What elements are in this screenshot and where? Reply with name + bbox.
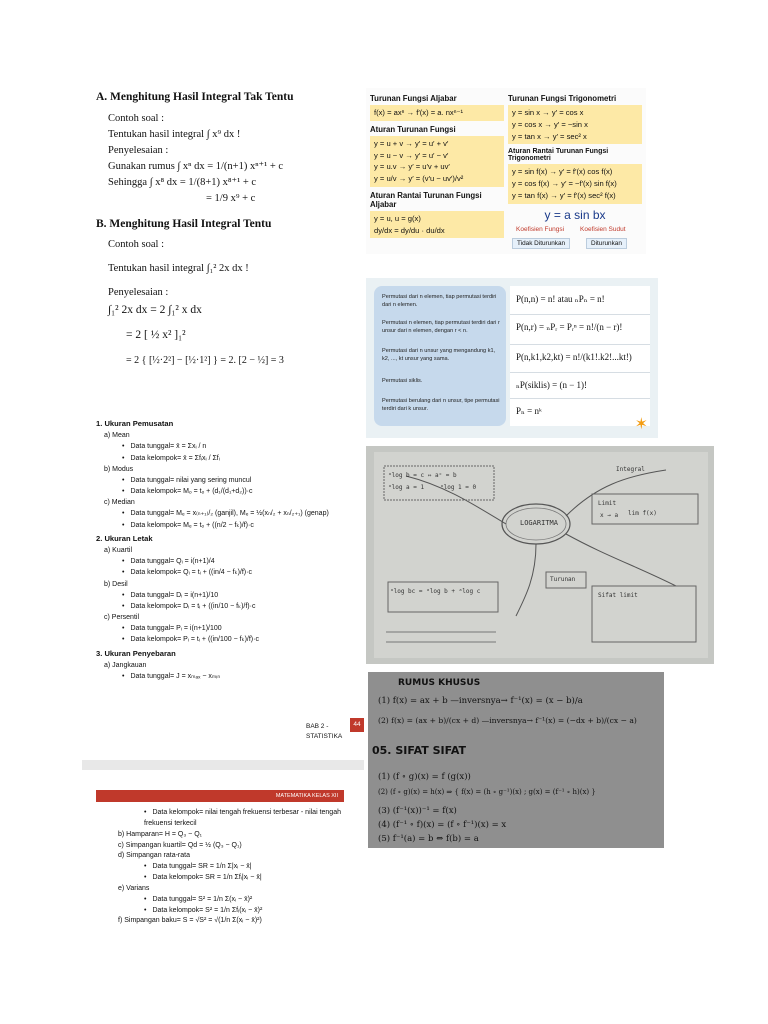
sifat-title: 05. SIFAT SIFAT <box>372 744 467 757</box>
perm-formula-3: P(n,k1,k2,kt) = n!/(k1!.k2!...kt!) <box>516 352 632 362</box>
step-3: = 2 { [½·2²] − [½·1²] } = 2. [2 − ½] = 3 <box>126 354 284 366</box>
rantai-title: Aturan Rantai Turunan Fungsi Aljabar <box>370 190 482 209</box>
mindmap-node: Limit <box>598 500 617 507</box>
rumus-line-1: (1) f(x) = ax + b —inversnya→ f⁻¹(x) = (x − b)/a <box>378 696 583 706</box>
mindmap-node: x → a <box>600 512 619 519</box>
perm-formula-4: ₙP(siklis) = (n − 1)! <box>516 380 588 390</box>
page-footer: BAB 2 - STATISTIKA <box>306 723 343 741</box>
aturan-item: y = u − v → y′ = u′ − v′ <box>374 150 449 160</box>
perm-formula-1: P(n,n) = n! atau ₙPₙ = n! <box>516 294 605 304</box>
trig-rantai-item: y = cos f(x) → y′ = −f′(x) sin f(x) <box>512 179 617 189</box>
page-separator <box>82 760 364 770</box>
sifat-line-4: (4) (f⁻¹ ∘ f)(x) = (f ∘ f⁻¹)(x) = x <box>378 820 507 830</box>
varians-kelompok: • Data kelompok= S² = 1/n Σfᵢ(xᵢ − x̄)² <box>144 906 358 917</box>
mean-tunggal: • Data tunggal= x̄ = Σxᵢ / n <box>122 441 366 452</box>
sub-median: c) Median <box>104 499 135 507</box>
sr-tunggal: • Data tunggal= SR = 1/n Σ|xᵢ − x̄| <box>144 862 358 873</box>
simpangan-baku: f) Simpangan baku= S = √S² = √(1/n Σ(xᵢ − x̄)²) <box>118 917 262 925</box>
median-kelompok: • Data kelompok= Mₑ = tₒ + ((n/2 − fₖ)/f)·c <box>122 520 366 531</box>
trig-title: Turunan Fungsi Trigonometri <box>508 94 617 103</box>
mindmap-photo <box>366 446 714 664</box>
perm-desc-4: Permutasi siklis. <box>382 378 423 384</box>
sub-modus: b) Modus <box>104 465 134 473</box>
aturan-item: y = u.v → y′ = u′v + uv′ <box>374 162 450 172</box>
aturan-item: y = u/v → y′ = (v′u − uv′)/v² <box>374 174 464 184</box>
mindmap-center: LOGARITMA <box>520 519 558 527</box>
trig-rantai-item: y = tan f(x) → y′ = f′(x) sec² f(x) <box>512 190 616 200</box>
section-ukuran-letak: 2. Ukuran Letak <box>96 533 153 543</box>
star-icon: ✶ <box>634 416 648 433</box>
divider <box>510 344 650 345</box>
mindmap-node: ᵃlog 1 = 0 <box>440 484 477 491</box>
sub-persentil: c) Persentil <box>104 614 140 622</box>
rumus-line-2: (2) f(x) = (ax + b)/(cx + d) —inversnya→ f⁻¹(x) = (−dx + b)/(cx − a) <box>378 716 637 725</box>
mindmap-node: Integral <box>616 466 645 473</box>
persentil-tunggal: • Data tunggal= Pᵢ = i(n+1)/100 <box>122 623 366 634</box>
sifat-line-5: (5) f⁻¹(a) = b ⇔ f(b) = a <box>378 834 479 844</box>
aturan-item: y = u + v → y′ = u′ + v′ <box>374 138 449 148</box>
trig-item: y = tan x → y′ = sec² x <box>512 131 587 141</box>
aljabar-title: Turunan Fungsi Aljabar <box>370 94 457 103</box>
trig-rantai-title: Aturan Rantai Turunan Fungsi Trigonometri <box>508 148 609 163</box>
mindmap-node: Turunan <box>550 576 576 583</box>
perm-formula-5: Pₙ = nᵏ <box>516 406 542 416</box>
sub-kuartil: a) Kuartil <box>104 546 133 554</box>
kuartil-kelompok: • Data kelompok= Qᵢ = tᵢ + ((in/4 − fₖ)/f)·c <box>122 567 366 578</box>
rumus-khusus-photo <box>368 672 664 848</box>
section-ukuran-penyebaran: 3. Ukuran Penyebaran <box>96 648 176 658</box>
turunan-trig-column <box>508 92 642 222</box>
permutasi-descriptions <box>374 286 506 426</box>
mindmap-node: ᵃlog bc = ᵃlog b + ᵃlog c <box>390 588 481 595</box>
sub-jangkauan: a) Jangkauan <box>104 661 147 669</box>
contoh-soal-a: Contoh soal : <box>108 112 165 124</box>
statistika-lanjutan-panel <box>82 760 364 930</box>
soal-b: Tentukan hasil integral ∫₁² 2x dx ! <box>108 263 249 275</box>
hasil-a: = 1/9 x⁹ + c <box>206 193 256 205</box>
mindmap-node: ᵃlog a = 1 <box>388 484 425 491</box>
integral-panel <box>96 90 358 390</box>
label-koefisien-fungsi: Koefisien Fungsi <box>516 226 565 233</box>
trig-rantai-item: y = sin f(x) → y′ = f′(x) cos f(x) <box>512 167 613 177</box>
perm-desc-5: Permutasi berulang dari n unsur, tipe permutasi terdiri dari k unsur. <box>382 398 500 412</box>
persentil-kelompok: • Data kelompok= Pᵢ = tᵢ + ((in/100 − fₖ)/f)·c <box>122 634 366 645</box>
perm-desc-1: Permutasi dari n elemen, tiap permutasi terdiri dari n elemen. <box>382 294 497 308</box>
modus-tunggal: • Data tunggal= nilai yang sering muncul <box>122 475 366 486</box>
divider <box>510 372 650 373</box>
header-bar: MATEMATIKA KELAS XII <box>96 790 344 802</box>
varians-tunggal: • Data tunggal= S² = 1/n Σ(xᵢ − x̄)² <box>144 895 358 906</box>
tag-tidak-diturunkan: Tidak Diturunkan <box>512 238 570 249</box>
desil-kelompok: • Data kelompok= Dᵢ = tᵢ + ((in/10 − fₖ)/f)·c <box>122 601 366 612</box>
heading-integral-tentu: B. Menghitung Hasil Integral Tentu <box>96 217 272 230</box>
permutasi-panel <box>366 278 658 438</box>
rantai-item: dy/dx = dy/du · du/dx <box>374 225 445 235</box>
big-formula: y = a sin bx <box>544 207 606 222</box>
sehingga-a: Sehingga ∫ x⁸ dx = 1/(8+1) x⁸⁺¹ + c <box>108 177 257 189</box>
contoh-soal-b: Contoh soal : <box>108 239 165 251</box>
divider <box>510 314 650 315</box>
hamparan: b) Hamparan= H = Q₃ − Q₁ <box>118 830 202 838</box>
sifat-line-3: (3) (f⁻¹(x))⁻¹ = f(x) <box>378 806 457 816</box>
statistika-panel <box>96 416 366 742</box>
sub-desil: b) Desil <box>104 580 128 588</box>
mean-kelompok: • Data kelompok= x̄ = Σfᵢxᵢ / Σfᵢ <box>122 453 366 464</box>
label-koefisien-sudut: Koefisien Sudut <box>580 226 626 233</box>
simpangan-kuartil: c) Simpangan kuartil= Qd = ½ (Q₃ − Q₁) <box>118 841 242 849</box>
section-ukuran-pemusatan: 1. Ukuran Pemusatan <box>96 419 174 428</box>
rantai-item: y = u, u = g(x) <box>374 213 421 223</box>
tag-diturunkan: Diturunkan <box>586 238 627 249</box>
trig-item: y = sin x → y′ = cos x <box>512 108 584 117</box>
mindmap-node: lim f(x) <box>628 510 657 517</box>
perm-desc-3: Permutasi dari n unsur yang mengandung k1, k2, ..., kt unsur yang sama. <box>382 348 496 362</box>
sifat-line-1: (1) (f ∘ g)(x) = f (g(x)) <box>378 772 471 782</box>
divider <box>510 398 650 399</box>
aljabar-formula: f(x) = axⁿ → f′(x) = a. nxⁿ⁻¹ <box>374 108 464 117</box>
step-1: ∫₁² 2x dx = 2 ∫₁² x dx <box>108 303 202 316</box>
sifat-line-2: (2) (f ∘ g)(x) = h(x) ⇒ { f(x) = (h ∘ g⁻¹)(x) ; g(x) = (f⁻¹ ∘ h)(x) } <box>378 788 596 796</box>
jangkauan-tunggal: • Data tunggal= J = xₘₐₓ − xₘᵢₙ <box>122 671 366 682</box>
jangkauan-kelompok: • Data kelompok= nilai tengah frekuensi terbesar - nilai tengah frekuensi terkecil <box>144 808 358 830</box>
median-tunggal: • Data tunggal= Mₑ = x₍ₙ₊₁₎/₂ (ganjil), Mₑ = ½(xₙ/₂ + xₙ/₂₊₁) (genap) <box>122 508 366 519</box>
rumus-a: Gunakan rumus ∫ xⁿ dx = 1/(n+1) xⁿ⁺¹ + c <box>108 161 284 173</box>
turunan-aljabar-column <box>370 92 504 242</box>
perm-formula-2: P(n,r) = ₙPᵣ = Pᵣⁿ = n!/(n − r)! <box>516 322 623 332</box>
rumus-title: RUMUS KHUSUS <box>398 678 481 688</box>
heading-integral-tak-tentu: A. Menghitung Hasil Integral Tak Tentu <box>96 91 294 103</box>
penyelesaian-a: Penyelesaian : <box>108 144 169 156</box>
permutasi-formulas <box>510 286 650 426</box>
mindmap-node: ᵃlog b = c ⇔ aᶜ = b <box>388 472 457 479</box>
desil-tunggal: • Data tunggal= Dᵢ = i(n+1)/10 <box>122 590 366 601</box>
kuartil-tunggal: • Data tunggal= Qᵢ = i(n+1)/4 <box>122 556 366 567</box>
page-number: 44 <box>350 718 364 732</box>
soal-a: Tentukan hasil integral ∫ x⁹ dx ! <box>108 128 241 140</box>
sr-kelompok: • Data kelompok= SR = 1/n Σfᵢ|xᵢ − x̄| <box>144 873 358 884</box>
modus-kelompok: • Data kelompok= Mₒ = tₒ + (d₁/(d₁+d₂))·c <box>122 486 366 497</box>
mindmap-node: Sifat limit <box>598 592 638 599</box>
penyelesaian-b: Penyelesaian : <box>108 287 169 299</box>
trig-item: y = cos x → y′ = −sin x <box>512 119 588 129</box>
sub-mean: a) Mean <box>104 432 130 440</box>
aturan-title: Aturan Turunan Fungsi <box>370 124 456 134</box>
step-2: = 2 [ ½ x² ]₁² <box>126 329 186 342</box>
varians: e) Varians <box>118 884 150 892</box>
turunan-panel <box>366 88 646 254</box>
perm-desc-2: Permutasi n elemen, tiap permutasi terdiri dari r unsur dari n elemen, dengan r < n. <box>382 320 500 334</box>
simpangan-rata-rata: d) Simpangan rata-rata <box>118 852 190 860</box>
